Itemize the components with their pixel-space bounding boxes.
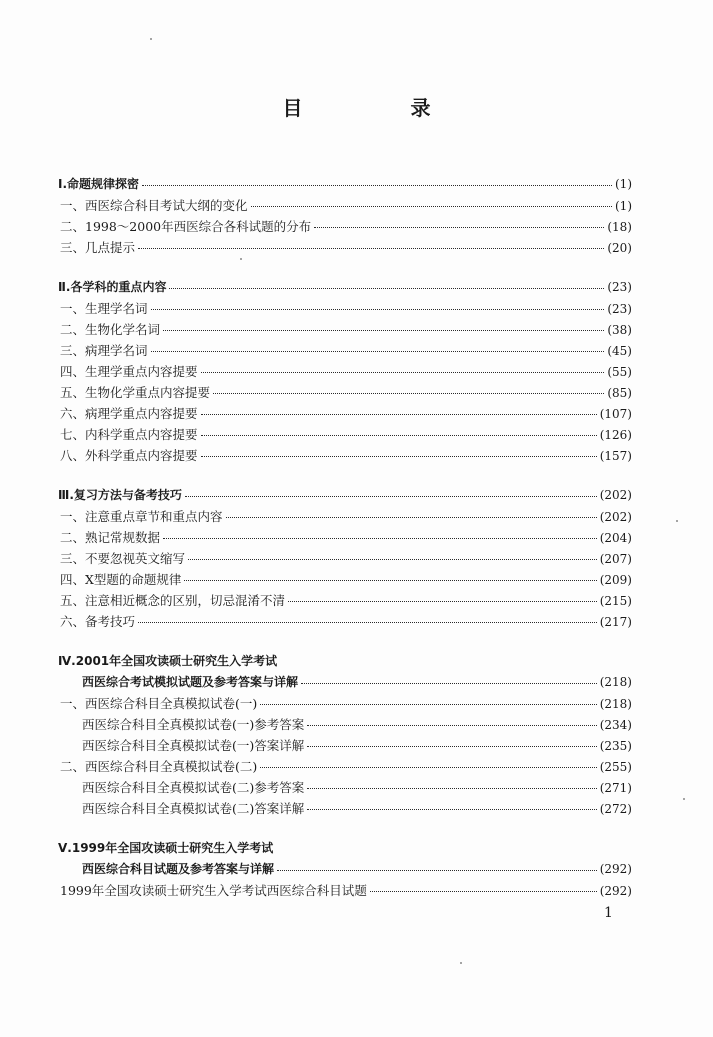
toc-entry-page: (20) [607,241,632,255]
dot-leader [307,777,596,789]
scan-speck [240,258,242,260]
toc-entry[interactable] [58,277,632,298]
section-gap [58,632,632,651]
toc-entry-label: 四、生理学重点内容提要 [60,364,198,379]
toc-entry-page: (209) [599,573,632,587]
dot-leader [307,714,596,726]
toc-entry-label: 八、外科学重点内容提要 [60,448,198,463]
toc-entry-page: (292) [599,884,632,898]
toc-entry-label: 五、生物化学重点内容提要 [60,385,211,400]
dot-leader [251,195,612,207]
toc-entry-page: (107) [599,407,632,421]
dot-leader [314,216,604,228]
dot-leader [307,798,596,810]
toc-entry-page: (55) [607,365,632,379]
scan-speck [460,962,462,964]
toc-entry-page: (23) [607,302,632,316]
toc-entry-page: (234) [599,718,632,732]
toc-entry[interactable] [58,174,632,195]
section-gap [58,258,632,277]
toc-entry[interactable] [58,798,632,819]
toc-entry[interactable] [58,195,632,216]
toc-entry-label: 一、注意重点章节和重点内容 [60,509,223,524]
toc-entry[interactable] [58,445,632,466]
dot-leader [307,735,596,747]
toc-entry-page: (1) [615,199,632,213]
dot-leader [185,485,597,497]
page-number: 1 [604,905,613,921]
scan-speck [150,38,152,40]
dot-leader [201,403,597,415]
toc-entry-page: (292) [599,862,632,876]
toc-entry[interactable] [58,319,632,340]
dot-leader [151,340,605,352]
toc-entry[interactable] [58,237,632,258]
toc-entry-page: (157) [599,449,632,463]
table-of-contents [58,174,632,901]
toc-entry-page: (18) [607,220,632,234]
toc-entry-page: (204) [599,531,632,545]
toc-entry[interactable] [58,756,632,777]
section-gap [58,819,632,838]
toc-entry-label: 西医综合科目全真模拟试卷(一)参考答案 [82,717,305,732]
toc-entry-label: 二、生物化学名词 [60,322,161,337]
toc-entry-page: (215) [599,594,632,608]
dot-leader [163,527,597,539]
toc-entry-page: (202) [599,488,632,502]
dot-leader [277,859,597,871]
toc-entry-page: (45) [607,344,632,358]
toc-entry[interactable] [58,693,632,714]
scan-speck [676,520,678,522]
dot-leader [138,611,597,623]
toc-entry-label: 西医综合科目全真模拟试卷(一)答案详解 [82,738,305,753]
dot-leader [226,506,597,518]
toc-entry-label: 六、病理学重点内容提要 [60,406,198,421]
toc-entry-page: (255) [599,760,632,774]
toc-entry-label: 三、病理学名词 [60,343,148,358]
toc-entry-page: (38) [607,323,632,337]
dot-leader [201,361,605,373]
toc-entry-label: Ⅴ.1999年全国攻读硕士研究生入学考试 [58,841,274,855]
dot-leader [370,880,597,892]
toc-entry[interactable] [58,424,632,445]
toc-entry-label: Ⅱ.各学科的重点内容 [58,280,167,294]
toc-entry-label: 西医综合科目试题及参考答案与详解 [82,862,275,876]
toc-entry[interactable] [58,527,632,548]
toc-entry[interactable] [58,361,632,382]
dot-leader [301,672,597,684]
toc-entry-page: (23) [607,280,632,294]
toc-entry[interactable] [58,506,632,527]
toc-entry[interactable] [58,340,632,361]
toc-entry-label: 七、内科学重点内容提要 [60,427,198,442]
toc-entry[interactable] [58,611,632,632]
toc-entry[interactable] [58,714,632,735]
toc-entry-label: 一、生理学名词 [60,301,148,316]
dot-leader [201,424,597,436]
toc-entry[interactable] [58,485,632,506]
dot-leader [163,319,604,331]
toc-entry-label: 二、西医综合科目全真模拟试卷(二) [60,759,258,774]
toc-entry-label: Ⅰ.命题规律探密 [58,177,140,191]
dot-leader [142,174,612,186]
toc-entry[interactable] [58,403,632,424]
toc-entry[interactable] [58,216,632,237]
toc-entry-label: 五、注意相近概念的区别，切忌混淆不清 [60,593,286,608]
dot-leader [169,277,604,289]
dot-leader [151,298,605,310]
dot-leader [201,445,597,457]
toc-entry-page: (217) [599,615,632,629]
page-title: 目 录 [282,96,475,120]
toc-entry-label: 二、1998～2000年西医综合各科试题的分布 [60,219,312,234]
toc-entry[interactable] [58,735,632,756]
toc-entry-page: (202) [599,510,632,524]
toc-entry-page: (235) [599,739,632,753]
toc-entry-page: (1) [615,177,632,191]
toc-entry[interactable] [58,569,632,590]
dot-leader [260,693,596,705]
toc-entry-label: 四、X型题的命题规律 [60,572,182,587]
toc-entry-page: (126) [599,428,632,442]
section-gap [58,466,632,485]
dot-leader [213,382,604,394]
toc-entry-label: Ⅲ.复习方法与备考技巧 [58,488,182,502]
toc-entry[interactable] [58,298,632,319]
toc-entry-page: (85) [607,386,632,400]
toc-entry[interactable] [58,777,632,798]
toc-entry-label: 1999年全国攻读硕士研究生入学考试西医综合科目试题 [60,883,367,898]
toc-entry-label: 六、备考技巧 [60,614,136,629]
toc-entry-label: 三、几点提示 [60,240,136,255]
toc-entry-label: 二、熟记常规数据 [60,530,161,545]
toc-entry-label: 一、西医综合科目考试大纲的变化 [60,198,248,213]
toc-entry-label: 一、西医综合科目全真模拟试卷(一) [60,696,258,711]
dot-leader [138,237,604,249]
dot-leader [288,590,597,602]
dot-leader [188,548,597,560]
toc-entry-page: (218) [599,675,632,689]
toc-entry[interactable] [58,651,632,672]
toc-entry-label: 西医综合考试模拟试题及参考答案与详解 [82,675,299,689]
toc-entry[interactable] [58,548,632,569]
dot-leader [260,756,596,768]
toc-entry[interactable] [58,590,632,611]
dot-leader [184,569,596,581]
toc-entry-page: (207) [599,552,632,566]
toc-entry[interactable] [58,838,632,859]
toc-entry-label: Ⅳ.2001年全国攻读硕士研究生入学考试 [58,654,278,668]
toc-entry[interactable] [58,880,632,901]
toc-entry[interactable] [58,382,632,403]
toc-entry-page: (272) [599,802,632,816]
toc-entry-label: 西医综合科目全真模拟试卷(二)答案详解 [82,801,305,816]
toc-entry-page: (218) [599,697,632,711]
toc-entry[interactable] [58,672,632,693]
toc-entry-label: 三、不要忽视英文缩写 [60,551,186,566]
toc-entry[interactable] [58,859,632,880]
scan-speck [683,798,685,800]
toc-entry-page: (271) [599,781,632,795]
toc-entry-label: 西医综合科目全真模拟试卷(二)参考答案 [82,780,305,795]
